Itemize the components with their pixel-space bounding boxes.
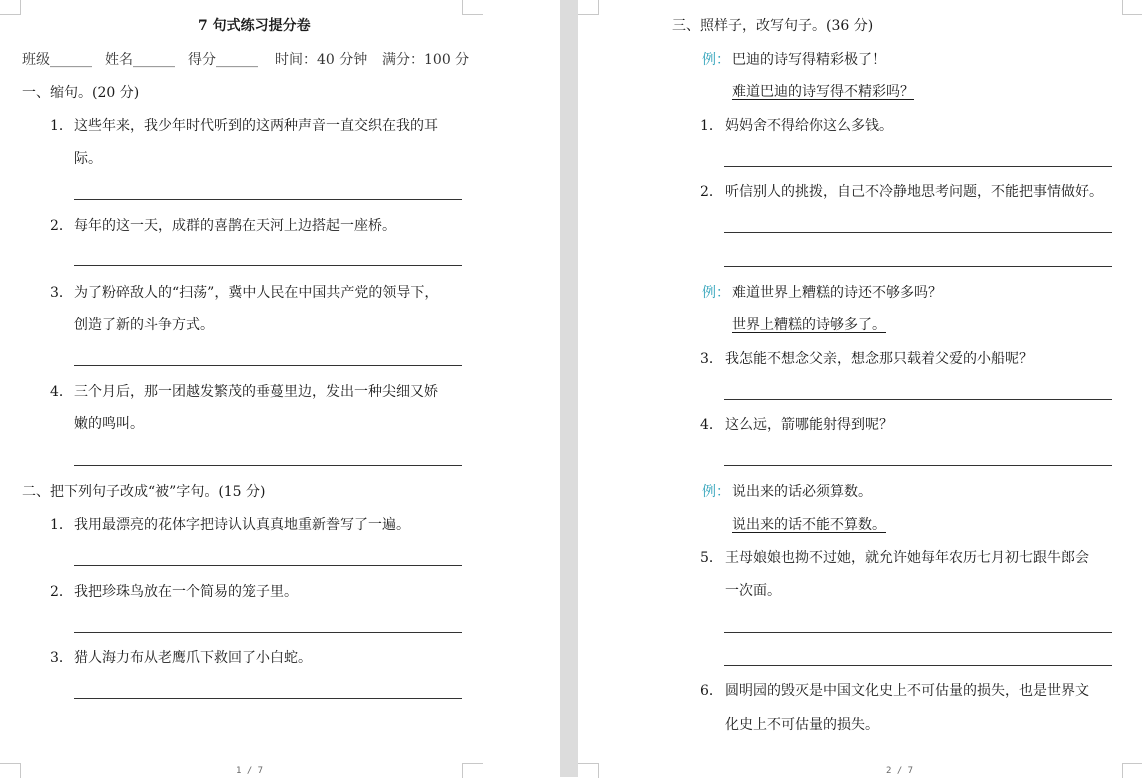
answer-line[interactable] [724,166,1112,167]
crop-mark [0,0,21,15]
question-number: 6． [700,683,723,699]
example-label: 例： [702,52,730,68]
question-text: 听信别人的挑拨，自己不冷静地思考问题，不能把事情做好。 [725,184,1103,200]
example-label: 例： [702,484,730,500]
crop-mark [0,763,21,778]
question-number: 5． [700,550,723,566]
crop-mark [1122,0,1142,15]
answer-line[interactable] [724,232,1112,233]
question-text: 创造了新的斗争方式。 [74,317,214,333]
section-heading: 一、缩句。(20 分) [22,85,140,101]
question-text: 为了粉碎敌人的“扫荡”，冀中人民在中国共产党的领导下， [74,285,439,301]
page-number: 1 / 7 [236,766,264,776]
question-text: 我用最漂亮的花体字把诗认认真真地重新誊写了一遍。 [74,517,410,533]
name-field: 姓名______ [105,52,175,68]
question-number: 3． [50,650,73,666]
answer-line[interactable] [74,199,462,200]
question-text: 三个月后，那一团越发繁茂的垂蔓里边，发出一种尖细又娇 [74,384,438,400]
example-answer: 难道巴迪的诗写得不精彩吗？ [732,84,914,100]
answer-line[interactable] [724,399,1112,400]
example-sentence: 说出来的话必须算数。 [732,484,872,500]
question-text: 王母娘娘也拗不过她，就允许她每年农历七月初七跟牛郎会 [725,550,1089,566]
full-score-label: 满分：100 分 [382,52,470,68]
example-answer: 世界上糟糕的诗够多了。 [732,317,886,333]
question-text: 际。 [74,151,102,167]
answer-line[interactable] [724,266,1112,267]
question-text: 我怎能不想念父亲，想念那只载着父爱的小船呢？ [725,351,1033,367]
answer-line[interactable] [74,365,462,366]
question-number: 2． [700,184,723,200]
question-number: 3． [50,285,73,301]
crop-mark [462,763,483,778]
question-number: 2． [50,218,73,234]
document-page-2 [578,0,1142,777]
question-number: 1． [700,118,723,134]
section-heading: 二、把下列句子改成“被”字句。(15 分) [22,484,266,500]
question-number: 3． [700,351,723,367]
question-text: 圆明园的毁灭是中国文化史上不可估量的损失，也是世界文 [725,683,1089,699]
question-text: 化史上不可估量的损失。 [725,717,879,733]
question-number: 1． [50,517,73,533]
question-number: 1． [50,118,73,134]
answer-line[interactable] [724,632,1112,633]
answer-line[interactable] [724,665,1112,666]
page-gutter [560,0,578,777]
question-text: 这么远，箭哪能射得到呢？ [725,417,893,433]
example-sentence: 难道世界上糟糕的诗还不够多吗？ [732,285,942,301]
page-number: 2 / 7 [886,766,914,776]
score-field: 得分______ [188,52,258,68]
question-text: 每年的这一天，成群的喜鹊在天河上边搭起一座桥。 [74,218,396,234]
question-number: 4． [50,384,73,400]
example-answer: 说出来的话不能不算数。 [732,517,886,533]
answer-line[interactable] [74,632,462,633]
example-label: 例： [702,285,730,301]
question-text: 一次面。 [725,583,781,599]
question-number: 4． [700,417,723,433]
question-text: 猎人海力布从老鹰爪下救回了小白蛇。 [74,650,312,666]
question-text: 妈妈舍不得给你这么多钱。 [725,118,893,134]
question-text: 这些年来，我少年时代听到的这两种声音一直交织在我的耳 [74,118,438,134]
example-sentence: 巴迪的诗写得精彩极了！ [732,52,886,68]
answer-line[interactable] [724,465,1112,466]
answer-line[interactable] [74,565,462,566]
crop-mark [1122,763,1142,778]
question-number: 2． [50,584,73,600]
crop-mark [578,0,599,15]
document-page-1 [0,0,560,777]
section-heading: 三、照样子，改写句子。(36 分) [672,18,874,34]
question-text: 我把珍珠鸟放在一个简易的笼子里。 [74,584,298,600]
crop-mark [578,763,599,778]
crop-mark [462,0,483,15]
page-title: 7 句式练习提分卷 [198,18,311,34]
time-label: 时间：40 分钟 [275,52,368,68]
answer-line[interactable] [74,265,462,266]
answer-line[interactable] [74,465,462,466]
answer-line[interactable] [74,698,462,699]
class-field: 班级______ [22,52,92,68]
question-text: 嫩的鸣叫。 [74,416,144,432]
